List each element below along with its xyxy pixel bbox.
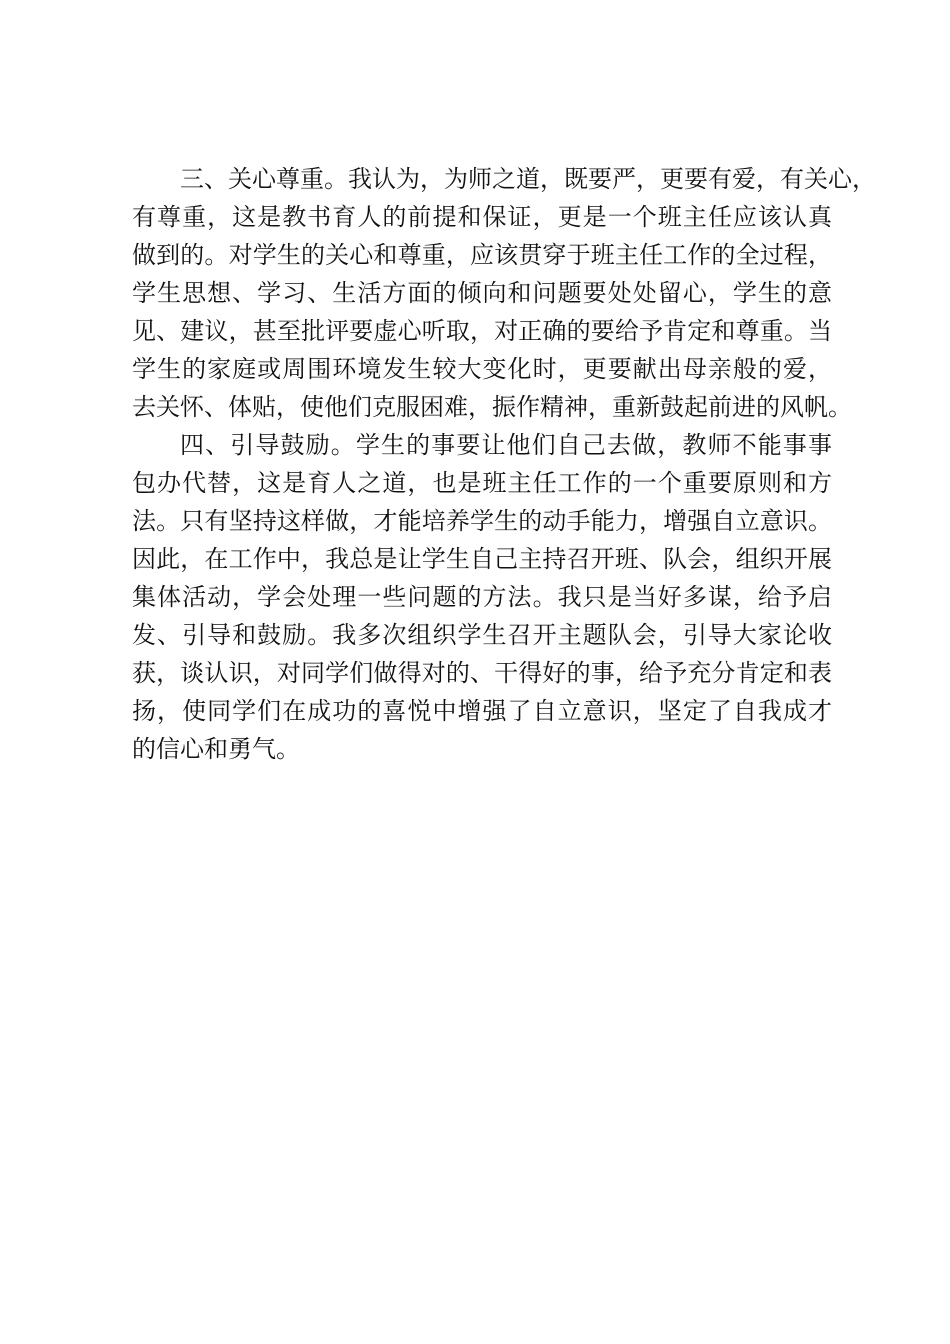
paragraph-line: 有尊重，这是教书育人的前提和保证，更是一个班主任应该认真 xyxy=(132,203,832,231)
paragraph-line: 三、关心尊重。我认为，为师之道，既要严，更要有爱，有关心， xyxy=(180,165,876,193)
paragraph-line: 获，谈认识，对同学们做得对的、干得好的事，给予充分肯定和表 xyxy=(132,659,832,687)
document-body xyxy=(132,160,876,768)
paragraph-line: 见、建议，甚至批评要虚心听取，对正确的要给予肯定和尊重。当 xyxy=(132,317,832,345)
paragraph-line: 法。只有坚持这样做，才能培养学生的动手能力，增强自立意识。 xyxy=(132,507,832,535)
paragraph-line: 学生的家庭或周围环境发生较大变化时，更要献出母亲般的爱， xyxy=(132,355,832,383)
paragraph-line: 集体活动，学会处理一些问题的方法。我只是当好多谋，给予启 xyxy=(132,583,832,611)
paragraph-line: 学生思想、学习、生活方面的倾向和问题要处处留心，学生的意 xyxy=(132,279,832,307)
paragraph-line: 包办代替，这是育人之道，也是班主任工作的一个重要原则和方 xyxy=(132,469,832,497)
paragraph-line: 做到的。对学生的关心和尊重，应该贯穿于班主任工作的全过程， xyxy=(132,241,832,269)
paragraph-line: 因此，在工作中，我总是让学生自己主持召开班、队会，组织开展 xyxy=(132,545,832,573)
paragraph-line: 去关怀、体贴，使他们克服困难，振作精神，重新鼓起前进的风帆。 xyxy=(132,393,852,421)
paragraph-line: 的信心和勇气。 xyxy=(132,735,300,763)
paragraph-line: 扬，使同学们在成功的喜悦中增强了自立意识，坚定了自我成才 xyxy=(132,697,832,725)
paragraph-line: 四、引导鼓励。学生的事要让他们自己去做，教师不能事事 xyxy=(180,431,832,459)
paragraph-guide-encourage xyxy=(132,426,832,768)
paragraph-line: 发、引导和鼓励。我多次组织学生召开主题队会，引导大家论收 xyxy=(132,621,832,649)
paragraph-care-respect xyxy=(132,160,876,426)
